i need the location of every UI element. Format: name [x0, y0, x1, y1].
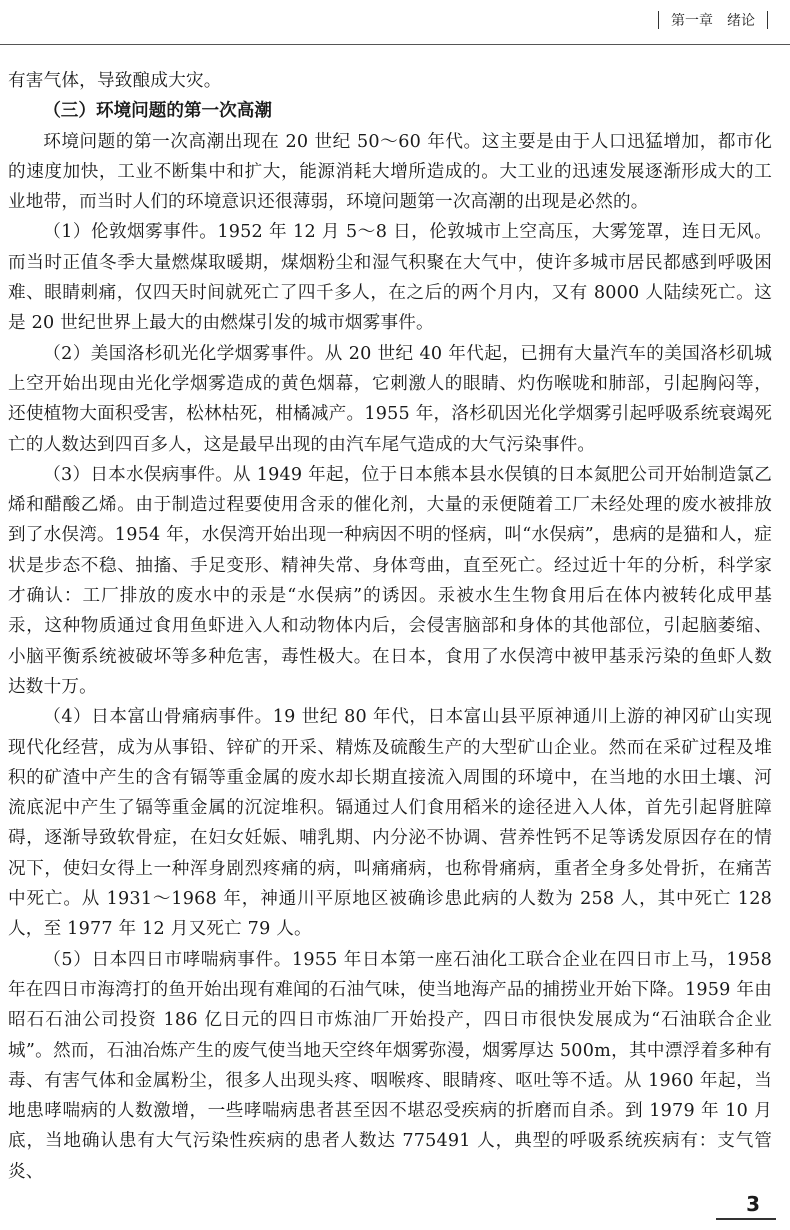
section-heading: （三）环境问题的第一次高潮	[43, 101, 272, 122]
header-rule	[0, 44, 790, 45]
header-divider-right	[767, 11, 768, 29]
paragraph-overview: 环境问题的第一次高潮出现在 20 世纪 50～60 年代。这主要是由于人口迅猛增加，都市化的速度加快，工业不断集中和扩大，能源消耗大增所造成的。大工业的迅速发展逐渐形成大的工业地带，而当时人们的环境意识还很薄弱，环境问题第一次高潮的出现是必然的。	[8, 131, 772, 213]
paragraph-la-smog: （2）美国洛杉矶光化学烟雾事件。从 20 世纪 40 年代起，已拥有大量汽车的美国洛杉矶城上空开始出现由光化学烟雾造成的黄色烟幕，它刺激人的眼睛、灼伤喉咙和肺部，引起胸闷等，还使植物大面积受害，松林枯死，柑橘减产。1955 年，洛杉矶因光化学烟雾引起呼吸系统衰竭死亡的人数达到四百多人，这是最早出现的由汽车尾气造成的大气污染事件。	[8, 343, 772, 455]
paragraph-yokkaichi: （5）日本四日市哮喘病事件。1955 年日本第一座石油化工联合企业在四日市上马，1958 年在四日市海湾打的鱼开始出现有难闻的石油气味，使当地海产品的捕捞业开始下降。1959 年由昭石石油公司投资 186 亿日元的四日市炼油厂开始投产，四日市很快发展成为“石油联合企业城”。然而，石油冶炼产生的废气使当地天空终年烟雾弥漫，烟雾厚达 500m，其中漂浮着多种有毒、有害气体和金属粉尘，很多人出现头疼、咽喉疼、眼睛疼、呕吐等不适。从 1960 年起，当地患哮喘病的人数激增，一些哮喘病患者甚至因不堪忍受疾病的折磨而自杀。到 1979 年 10 月底，当地确认患有大气污染性疾病的患者人数达 775491 人，典型的呼吸系统疾病有：支气管炎、	[8, 949, 772, 1182]
paragraph-minamata: （3）日本水俣病事件。从 1949 年起，位于日本熊本县水俣镇的日本氮肥公司开始制造氯乙烯和醋酸乙烯。由于制造过程要使用含汞的催化剂，大量的汞便随着工厂未经处理的废水被排放到了水俣湾。1954 年，水俣湾开始出现一种病因不明的怪病，叫“水俣病”，患病的是猫和人，症状是步态不稳、抽搐、手足变形、精神失常、身体弯曲，直至死亡。经过近十年的分析，科学家才确认：工厂排放的废水中的汞是“水俣病”的诱因。汞被水生生物食用后在体内被转化成甲基汞，这种物质通过食用鱼虾进入人和动物体内后，会侵害脑部和身体的其他部位，引起脑萎缩、小脑平衡系统被破坏等多种危害，毒性极大。在日本，食用了水俣湾中被甲基汞污染的鱼虾人数达数十万。	[8, 464, 772, 697]
intro-line: 有害气体，导致酿成大灾。	[8, 71, 222, 91]
running-header	[646, 10, 780, 30]
paragraph-london-smog: （1）伦敦烟雾事件。1952 年 12 月 5～8 日，伦敦城市上空高压，大雾笼罩，连日无风。而当时正值冬季大量燃煤取暖期，煤烟粉尘和湿气积聚在大气中，使许多城市居民都感到呼吸困难、眼睛刺痛，仅四天时间就死亡了四千多人，在之后的两个月内，又有 8000 人陆续死亡。这是 20 世纪世界上最大的由燃煤引发的城市烟雾事件。	[8, 222, 772, 334]
page-body	[8, 66, 772, 1187]
page-number-rule	[716, 1218, 776, 1220]
page-number: 3	[746, 1192, 760, 1216]
chapter-label: 第一章	[671, 13, 713, 29]
header-divider	[658, 11, 659, 29]
paragraph-itai-itai: （4）日本富山骨痛病事件。19 世纪 80 年代，日本富山县平原神通川上游的神冈矿山实现现代化经营，成为从事铅、锌矿的开采、精炼及硫酸生产的大型矿山企业。然而在采矿过程及堆积的矿渣中产生的含有镉等重金属的废水却长期直接流入周围的环境中，在当地的水田土壤、河流底泥中产生了镉等重金属的沉淀堆积。镉通过人们食用稻米的途径进入人体，首先引起肾脏障碍，逐渐导致软骨症，在妇女妊娠、哺乳期、内分泌不协调、营养性钙不足等诱发原因存在的情况下，使妇女得上一种浑身剧烈疼痛的病，叫痛痛病，也称骨痛病，重者全身多处骨折，在痛苦中死亡。从 1931～1968 年，神通川平原地区被确诊患此病的人数为 258 人，其中死亡 128 人，至 1977 年 12 月又死亡 79 人。	[8, 707, 772, 940]
chapter-title: 绪论	[727, 13, 755, 29]
